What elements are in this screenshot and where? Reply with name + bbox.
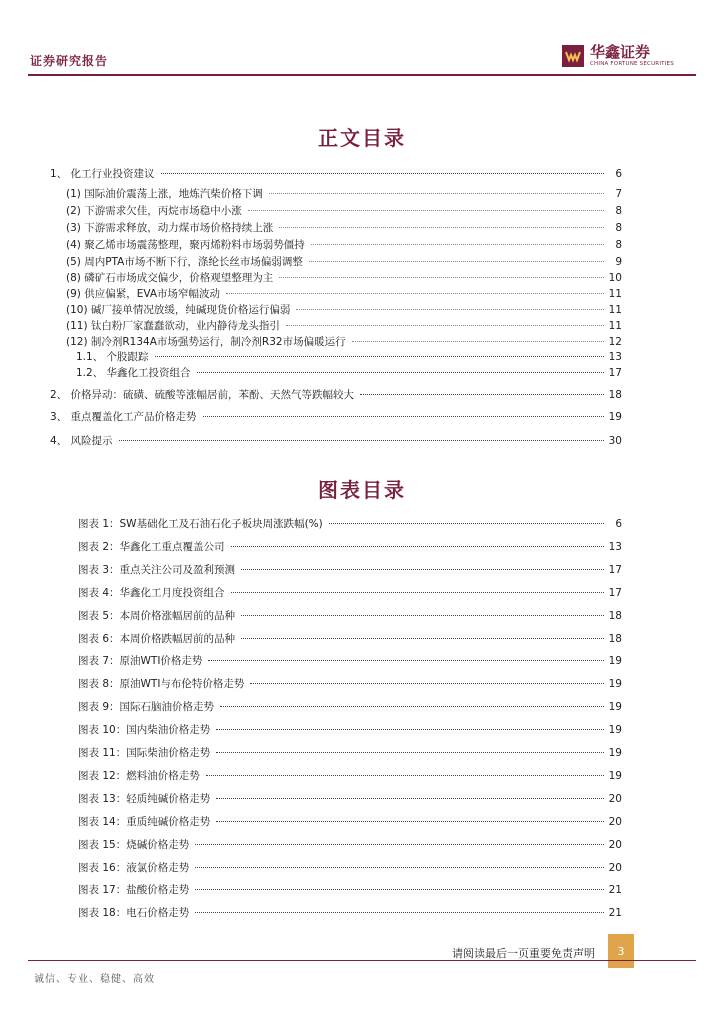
figure-entry-page: 21 <box>608 907 622 920</box>
toc-entry[interactable] <box>66 286 622 301</box>
logo-text-en: CHINA FORTUNE SECURITIES <box>590 61 674 67</box>
toc-entry-page: 13 <box>608 351 622 363</box>
toc-entry-page: 11 <box>608 320 622 332</box>
header-divider <box>28 74 696 76</box>
leader-dots <box>197 372 604 373</box>
leader-dots <box>352 341 604 342</box>
leader-dots <box>231 546 604 547</box>
leader-dots <box>296 309 604 310</box>
toc-entry[interactable] <box>66 270 622 285</box>
leader-dots <box>216 821 604 822</box>
figure-entry[interactable] <box>78 768 622 783</box>
figure-entry-label: 图表 7：原油WTI价格走势 <box>78 655 203 668</box>
figure-entry-label: 图表 3：重点关注公司及盈利预测 <box>78 563 236 576</box>
leader-dots <box>155 356 604 357</box>
figure-entry-page: 19 <box>608 769 622 782</box>
figure-entry[interactable] <box>78 699 622 714</box>
toc-entry[interactable] <box>76 365 622 380</box>
leader-dots <box>161 173 604 174</box>
figure-entry[interactable] <box>78 516 622 531</box>
figure-entry[interactable] <box>78 585 622 600</box>
leader-dots <box>286 325 604 326</box>
figure-entry-label: 图表 8：原油WTI与布伦特价格走势 <box>78 678 245 691</box>
toc-entry-page: 7 <box>615 188 622 200</box>
toc-entry-page: 6 <box>615 168 622 180</box>
toc-entry-label: (5) 周内PTA市场不断下行，涤纶长丝市场偏弱调整 <box>66 256 303 268</box>
leader-dots <box>195 867 604 868</box>
figure-entry-label: 图表 5：本周价格涨幅居前的品种 <box>78 609 236 622</box>
figure-entry-label: 图表 11：国际柴油价格走势 <box>78 747 211 759</box>
leader-dots <box>360 394 604 395</box>
figure-entry-label: 图表 1：SW基础化工及石油石化子板块周涨跌幅(%) <box>78 518 323 530</box>
toc-entry-label: 1.1、 个股跟踪 <box>76 351 149 363</box>
figure-entry[interactable] <box>78 791 622 806</box>
leader-dots <box>248 210 604 211</box>
figure-entry[interactable] <box>78 676 622 691</box>
leader-dots <box>241 569 604 570</box>
leader-dots <box>206 775 604 776</box>
toc-entry-page: 30 <box>608 435 622 447</box>
leader-dots <box>231 592 604 593</box>
leader-dots <box>250 683 604 684</box>
figure-entry-page: 19 <box>608 747 622 759</box>
toc-entry[interactable] <box>76 349 622 364</box>
toc-entry-label: (4) 聚乙烯市场震荡整理，聚丙烯粉料市场弱势僵持 <box>66 239 305 251</box>
figure-entry-label: 图表 9：国际石脑油价格走势 <box>78 701 215 714</box>
disclaimer-note: 请阅读最后一页重要免责声明 <box>452 947 595 960</box>
toc-entry-page: 8 <box>615 222 622 234</box>
figure-entry-page: 13 <box>608 540 622 553</box>
toc-entry-label: (11) 钛白粉厂家蠢蠢欲动，业内静待龙头指引 <box>66 320 280 332</box>
toc-entry-page: 18 <box>608 389 622 401</box>
figure-entry-page: 19 <box>608 655 622 668</box>
leader-dots <box>195 844 604 845</box>
toc-entry[interactable] <box>66 186 622 201</box>
leader-dots <box>216 752 604 753</box>
figure-entry-label: 图表 13：轻质纯碱价格走势 <box>78 792 211 805</box>
figure-entry-label: 图表 18：电石价格走势 <box>78 907 190 920</box>
leader-dots <box>119 440 604 441</box>
toc-entry-page: 17 <box>608 367 622 379</box>
toc-entry-label: (3) 下游需求释放，动力煤市场价格持续上涨 <box>66 222 274 234</box>
figure-entry-page: 18 <box>608 609 622 622</box>
report-type-label: 证券研究报告 <box>30 54 109 68</box>
figure-entry[interactable] <box>78 722 622 737</box>
figure-entry-page: 19 <box>608 724 622 737</box>
figure-entry-label: 图表 2：华鑫化工重点覆盖公司 <box>78 540 225 553</box>
leader-dots <box>195 889 604 890</box>
figure-entry-label: 图表 17：盐酸价格走势 <box>78 884 190 897</box>
toc-entry-page: 19 <box>608 411 622 423</box>
toc-entry-label: 2、 价格异动：硫磺、硫酸等涨幅居前，苯酚、天然气等跌幅较大 <box>50 389 355 401</box>
figure-entry-page: 20 <box>608 815 622 828</box>
toc-entry-page: 9 <box>615 256 622 268</box>
toc-entry[interactable] <box>66 203 622 218</box>
figure-entry-page: 19 <box>608 678 622 691</box>
toc-entry-label: (2) 下游需求欠佳，丙烷市场稳中小涨 <box>66 205 242 217</box>
toc-entry-page: 11 <box>608 304 622 316</box>
figure-entry-page: 6 <box>615 518 622 530</box>
figure-entry-label: 图表 16：液氯价格走势 <box>78 861 190 874</box>
toc-entry-label: 3、 重点覆盖化工产品价格走势 <box>50 411 197 423</box>
page-number: 3 <box>608 934 634 968</box>
leader-dots <box>216 729 604 730</box>
figure-entry-page: 20 <box>608 861 622 874</box>
toc-entry[interactable] <box>66 302 622 317</box>
figure-entry-page: 18 <box>608 632 622 645</box>
figure-entry[interactable] <box>78 631 622 646</box>
leader-dots <box>241 638 604 639</box>
leader-dots <box>226 293 604 294</box>
figure-entry[interactable] <box>78 562 622 577</box>
figure-entry-page: 20 <box>608 838 622 851</box>
figure-entry[interactable] <box>78 814 622 829</box>
toc-entry-label: (12) 制冷剂R134A市场强势运行，制冷剂R32市场偏暖运行 <box>66 336 346 348</box>
leader-dots <box>203 416 604 417</box>
leader-dots <box>279 277 604 278</box>
toc-entry-label: 4、 风险提示 <box>50 435 113 447</box>
figure-entry-page: 20 <box>608 792 622 805</box>
figure-entry-label: 图表 6：本周价格跌幅居前的品种 <box>78 632 236 645</box>
toc-entry-label: 1.2、 华鑫化工投资组合 <box>76 367 191 379</box>
leader-dots <box>241 615 604 616</box>
toc-entry-label: (9) 供应偏紧，EVA市场窄幅波动 <box>66 288 221 300</box>
toc-entry[interactable] <box>66 334 622 349</box>
figure-entry-label: 图表 15：烧碱价格走势 <box>78 838 190 851</box>
toc-entry[interactable] <box>66 318 622 333</box>
figure-entry[interactable] <box>78 837 622 852</box>
leader-dots <box>216 798 604 799</box>
company-motto: 诚信、专业、稳健、高效 <box>34 974 155 985</box>
leader-dots <box>208 660 604 661</box>
toc-entry-page: 11 <box>608 288 622 300</box>
toc-title: 正文目录 <box>318 126 406 150</box>
toc-entry-label: (1) 国际油价震荡上涨，地炼汽柴价格下调 <box>66 188 263 200</box>
company-logo <box>562 44 674 68</box>
toc-entry-page: 10 <box>608 272 622 284</box>
toc-entry[interactable] <box>50 387 622 402</box>
footer-divider <box>28 960 696 961</box>
figure-entry-page: 17 <box>608 563 622 576</box>
figure-entry-page: 17 <box>608 586 622 599</box>
figure-entry-label: 图表 4：华鑫化工月度投资组合 <box>78 586 225 599</box>
leader-dots <box>311 244 604 245</box>
figure-entry[interactable] <box>78 745 622 760</box>
toc-entry-page: 8 <box>615 205 622 217</box>
figure-entry[interactable] <box>78 608 622 623</box>
figure-entry-page: 19 <box>608 701 622 714</box>
leader-dots <box>220 706 604 707</box>
leader-dots <box>329 523 604 524</box>
leader-dots <box>269 193 604 194</box>
figure-entry-label: 图表 12：燃料油价格走势 <box>78 769 200 782</box>
toc-entry[interactable] <box>50 409 622 424</box>
figure-entry[interactable] <box>78 653 622 668</box>
leader-dots <box>309 261 604 262</box>
figure-entry-page: 21 <box>608 884 622 897</box>
figure-entry[interactable] <box>78 539 622 554</box>
figure-entry[interactable] <box>78 860 622 875</box>
toc-entry[interactable] <box>66 254 622 269</box>
figure-entry-label: 图表 14：重质纯碱价格走势 <box>78 815 211 828</box>
toc-entry[interactable] <box>50 433 622 448</box>
toc-entry-label: (10) 碱厂接单情况放缓，纯碱现货价格运行偏弱 <box>66 304 291 316</box>
logo-text-cn: 华鑫证券 <box>590 43 651 61</box>
toc-entry[interactable] <box>66 220 622 235</box>
toc-entry-label: (8) 磷矿石市场成交偏少，价格观望整理为主 <box>66 272 274 284</box>
figure-entry[interactable] <box>78 882 622 897</box>
toc-entry-label: 1、 化工行业投资建议 <box>50 168 155 180</box>
figure-entry-label: 图表 10：国内柴油价格走势 <box>78 724 211 737</box>
figure-entry[interactable] <box>78 905 622 920</box>
toc-entry-page: 8 <box>615 239 622 251</box>
figures-title: 图表目录 <box>318 478 406 502</box>
leader-dots <box>195 912 604 913</box>
toc-entry-page: 12 <box>608 336 622 348</box>
toc-entry[interactable] <box>50 166 622 181</box>
leader-dots <box>279 227 604 228</box>
logo-mark-icon <box>562 45 584 67</box>
toc-entry[interactable] <box>66 237 622 252</box>
